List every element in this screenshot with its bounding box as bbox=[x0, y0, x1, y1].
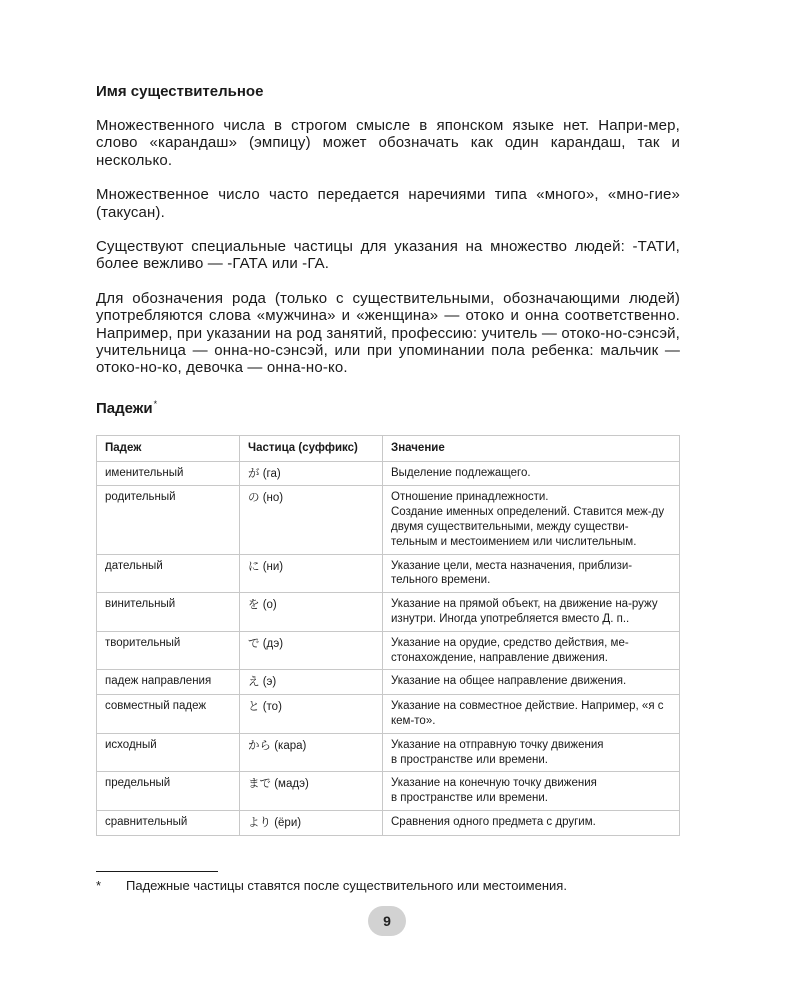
table-row bbox=[97, 554, 680, 593]
case-name: именительный bbox=[97, 461, 240, 486]
case-meaning: Указание на прямой объект, на движение на-ружу изнутри. Иногда употребляется вместо Д. п.. bbox=[383, 593, 680, 632]
particle-kana: より bbox=[248, 815, 271, 830]
case-particle bbox=[240, 772, 383, 811]
case-particle bbox=[240, 486, 383, 554]
footnote-marker: * bbox=[96, 878, 102, 893]
noun-paragraph-3: Существуют специальные частицы для указания на множество людей: -ТАТИ, более вежливо — -ГАТА или -ГА. bbox=[96, 238, 680, 273]
particle-kana: の bbox=[248, 490, 260, 505]
case-meaning: Указание на общее направление движения. bbox=[383, 670, 680, 695]
noun-paragraph-4: Для обозначения рода (только с существительными, обозначающими людей) употребляются слова «мужчина» и «женщина» — отоко и онна соответственно. Например, при указании на род занятий, профессию: учитель — отоко-но-сэнсэй, учительница — онна-но-сэнсэй, или при упоминании пола ребенка: мальчик — отоко-но-ко, девочка — онна-но-ко. bbox=[96, 289, 680, 377]
table-row bbox=[97, 631, 680, 670]
noun-section-title: Имя существительное bbox=[96, 83, 264, 100]
case-particle bbox=[240, 811, 383, 836]
footnote bbox=[96, 878, 680, 894]
particle-kana: で bbox=[248, 635, 260, 650]
footnote-text: Падежные частицы ставятся после существительного или местоимения. bbox=[126, 878, 567, 893]
particle-kana: と bbox=[248, 699, 260, 714]
page-content bbox=[96, 82, 680, 836]
case-name: дательный bbox=[97, 554, 240, 593]
header-case: Падеж bbox=[97, 435, 240, 461]
case-name: творительный bbox=[97, 631, 240, 670]
case-name: предельный bbox=[97, 772, 240, 811]
cases-table bbox=[96, 435, 680, 836]
table-row bbox=[97, 670, 680, 695]
case-meaning-line-1: Указание на отправную точку движения bbox=[391, 738, 604, 751]
case-particle bbox=[240, 593, 383, 632]
table-row bbox=[97, 695, 680, 734]
table-row bbox=[97, 811, 680, 836]
case-name: сравнительный bbox=[97, 811, 240, 836]
case-particle bbox=[240, 631, 383, 670]
case-name: винительный bbox=[97, 593, 240, 632]
footnote-divider bbox=[96, 871, 218, 872]
case-particle bbox=[240, 670, 383, 695]
page-number: 9 bbox=[368, 906, 406, 936]
particle-kana: を bbox=[248, 597, 260, 612]
particle-reading: (ни) bbox=[262, 560, 284, 573]
case-meaning: Сравнения одного предмета с другим. bbox=[383, 811, 680, 836]
table-row bbox=[97, 461, 680, 486]
table-row bbox=[97, 733, 680, 772]
header-particle: Частица (суффикс) bbox=[240, 435, 383, 461]
particle-kana: まで bbox=[248, 776, 271, 791]
case-meaning-line-2: в пространстве или времени. bbox=[391, 753, 548, 766]
case-meaning bbox=[383, 733, 680, 772]
case-name: совместный падеж bbox=[97, 695, 240, 734]
particle-reading: (ёри) bbox=[274, 817, 302, 830]
case-meaning-line-1: Отношение принадлежности. bbox=[391, 491, 549, 504]
table-header-row bbox=[97, 435, 680, 461]
case-particle bbox=[240, 695, 383, 734]
header-meaning: Значение bbox=[383, 435, 680, 461]
table-row bbox=[97, 486, 680, 554]
particle-reading: (э) bbox=[262, 676, 277, 689]
case-meaning-line-2: в пространстве или времени. bbox=[391, 792, 548, 805]
particle-kana: が bbox=[248, 465, 260, 480]
case-meaning-line-2: Создание именных определений. Ставится меж-ду двумя существительными, между существи-тельным и местоимением или числительным. bbox=[391, 506, 665, 548]
particle-reading: (то) bbox=[262, 701, 282, 714]
particle-reading: (дэ) bbox=[262, 637, 284, 650]
case-meaning: Выделение подлежащего. bbox=[383, 461, 680, 486]
table-row bbox=[97, 772, 680, 811]
particle-reading: (о) bbox=[262, 599, 277, 612]
particle-kana: から bbox=[248, 737, 271, 752]
noun-paragraph-2: Множественное число часто передается наречиями типа «много», «мно-гие» (такусан). bbox=[96, 186, 680, 221]
case-particle bbox=[240, 554, 383, 593]
case-name: падеж направления bbox=[97, 670, 240, 695]
case-name: исходный bbox=[97, 733, 240, 772]
particle-reading: (га) bbox=[262, 467, 281, 480]
case-meaning bbox=[383, 486, 680, 554]
case-meaning-line-1: Указание на конечную точку движения bbox=[391, 777, 597, 790]
case-particle bbox=[240, 461, 383, 486]
case-particle bbox=[240, 733, 383, 772]
particle-kana: え bbox=[248, 674, 260, 689]
particle-kana: に bbox=[248, 558, 260, 573]
cases-title-text: Падежи bbox=[96, 399, 153, 417]
particle-reading: (мадэ) bbox=[274, 778, 309, 791]
noun-paragraph-1: Множественного числа в строгом смысле в японском языке нет. Напри-мер, слово «карандаш» (эмпицу) может обозначать как один карандаш, так и несколько. bbox=[96, 117, 680, 169]
case-meaning: Указание на совместное действие. Например, «я с кем-то». bbox=[383, 695, 680, 734]
case-meaning bbox=[383, 772, 680, 811]
cases-footnote-marker: * bbox=[153, 398, 158, 409]
particle-reading: (но) bbox=[262, 492, 284, 505]
table-row bbox=[97, 593, 680, 632]
cases-section-title bbox=[96, 395, 680, 418]
particle-reading: (кара) bbox=[274, 739, 307, 752]
case-meaning: Указание цели, места назначения, приблизи-тельного времени. bbox=[383, 554, 680, 593]
case-name: родительный bbox=[97, 486, 240, 554]
case-meaning: Указание на орудие, средство действия, ме-стонахождение, направление движения. bbox=[383, 631, 680, 670]
